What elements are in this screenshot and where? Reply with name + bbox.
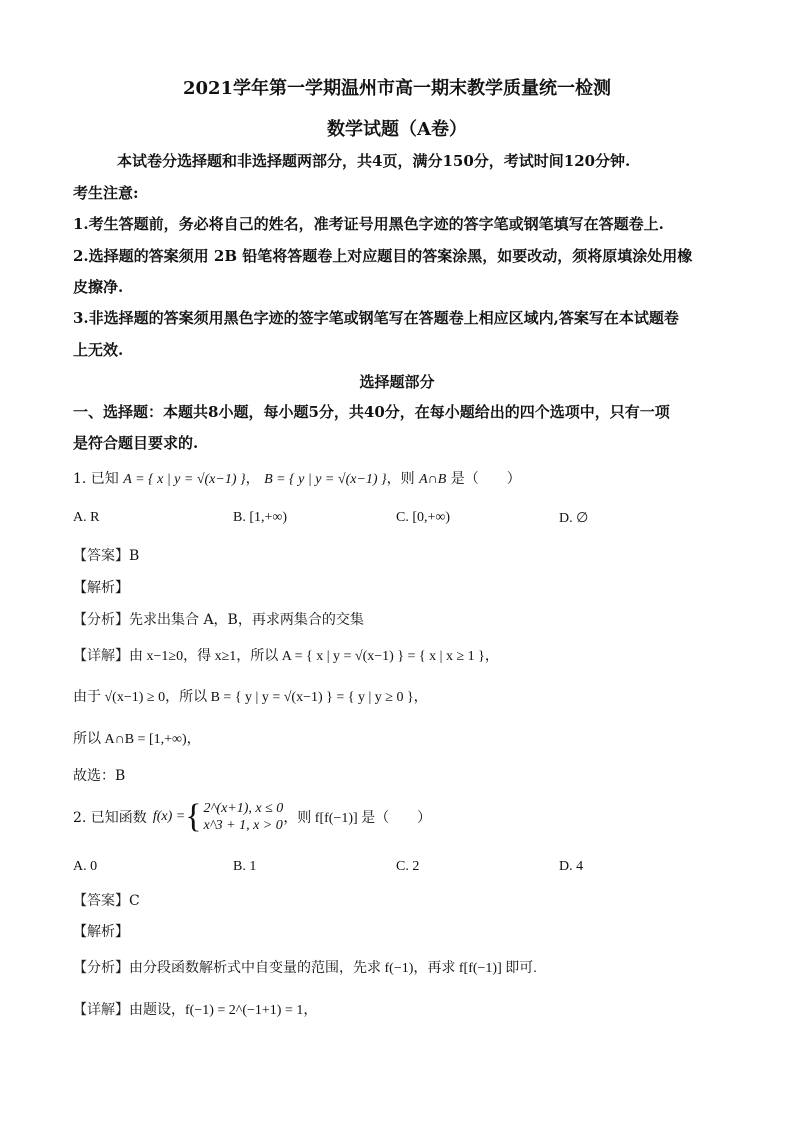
q1-answer	[73, 545, 139, 565]
q1-detail-4: 故选：B	[73, 768, 126, 784]
note-2a: 2.选择题的答案须用 2B 铅笔将答题卷上对应题目的答案涂黑，如要改动，须将原填涂处用橡	[73, 247, 693, 265]
intro-line: 本试卷分选择题和非选择题两部分，共4页，满分150分，考试时间120分钟.	[117, 152, 631, 170]
section-instruction-b: 是符合题目要求的.	[73, 434, 199, 452]
q1-tail: ，则	[386, 471, 415, 487]
q1-detail-tag: 【详解】	[73, 648, 129, 664]
q1-detail-1	[73, 645, 499, 665]
q2-fenxi	[73, 957, 537, 977]
q2-function-label: f(x) =	[152, 809, 186, 824]
q2-brace-icon: {	[185, 798, 202, 835]
q2-fenxi-tag: 【分析】	[73, 960, 129, 976]
q1-ask: 是（ ）	[450, 471, 521, 487]
note-3b: 上无效.	[73, 341, 124, 359]
q1-detail-3: 所以 A∩B = [1,+∞)，	[73, 732, 201, 747]
q1-option-a: A. R	[73, 510, 100, 525]
q1-stem: 1. 已知 A = { x | y = √(x−1) }， B = { y | y = √(x−1) }，则 A∩B 是（ ）	[73, 471, 521, 487]
q1-option-d: D. ∅	[559, 511, 589, 526]
q1-fenxi-tag: 【分析】	[73, 612, 129, 628]
q1-set-a: A = { x | y = √(x−1) }	[123, 472, 246, 487]
q2-option-a: A. 0	[73, 859, 98, 874]
note-2b: 皮擦净.	[73, 278, 124, 296]
q2-detail-1	[73, 999, 317, 1019]
q1-number: 1. 已知	[73, 471, 119, 487]
notice-title: 考生注意:	[73, 184, 139, 202]
q2-analysis-tag: 【解析】	[73, 924, 129, 940]
q1-expr: A∩B	[419, 472, 447, 487]
q2-stem	[73, 800, 431, 834]
q1-set-b: B = { y | y = √(x−1) }	[264, 472, 387, 487]
q2-option-b: B. 1	[233, 859, 257, 874]
q1-fenxi	[73, 609, 364, 629]
q2-answer	[73, 890, 140, 910]
q1-answer-value: B	[129, 548, 140, 564]
q2-case-1: 2^(x+1), x ≤ 0	[203, 801, 284, 816]
q2-option-c: C. 2	[396, 859, 420, 874]
q1-option-c: C. [0,+∞)	[396, 510, 451, 525]
q2-answer-value: C	[129, 893, 140, 909]
q2-case-2: x^3 + 1, x > 0	[203, 818, 283, 833]
q2-option-d: D. 4	[559, 859, 584, 874]
q2-detail-tag: 【详解】	[73, 1002, 129, 1018]
q1-detail-2: 由于 √(x−1) ≥ 0，所以 B = { y | y = √(x−1) } = { y | y ≥ 0 }，	[73, 690, 428, 705]
q1-answer-tag: 【答案】	[73, 548, 129, 564]
q2-number: 2. 已知函数	[73, 810, 147, 826]
page-title: 2021学年第一学期温州市高一期末教学质量统一检测	[182, 78, 612, 99]
note-3a: 3.非选择题的答案须用黑色字迹的签字笔或钢笔写在答题卷上相应区域内,答案写在本试题卷	[73, 309, 679, 327]
q1-option-b: B. [1,+∞)	[233, 510, 288, 525]
page-subtitle: 数学试题（A卷）	[327, 119, 467, 140]
q1-analysis-tag: 【解析】	[73, 580, 129, 596]
q2-answer-tag: 【答案】	[73, 893, 129, 909]
q2-ask: ，则 f[f(−1)] 是（ ）	[283, 811, 432, 826]
q2-detail-1-text: 由题设，f(−1) = 2^(−1+1) = 1，	[129, 1003, 318, 1018]
section-instruction-a: 一、选择题：本题共8小题，每小题5分，共40分，在每小题给出的四个选项中，只有一项	[73, 403, 670, 421]
q2-piecewise	[204, 800, 284, 834]
q2-fenxi-text: 由分段函数解析式中自变量的范围，先求 f(−1)，再求 f[f(−1)] 即可.	[129, 961, 537, 976]
note-1: 1.考生答题前，务必将自己的姓名，准考证号用黑色字迹的答字笔或钢笔填写在答题卷上.	[73, 215, 664, 233]
section-title: 选择题部分	[359, 373, 435, 391]
q1-detail-1-text: 由 x−1≥0，得 x≥1，所以 A = { x | y = √(x−1) } = { x | x ≥ 1 }，	[129, 649, 499, 664]
q1-fenxi-text: 先求出集合 A，B，再求两集合的交集	[129, 612, 364, 628]
